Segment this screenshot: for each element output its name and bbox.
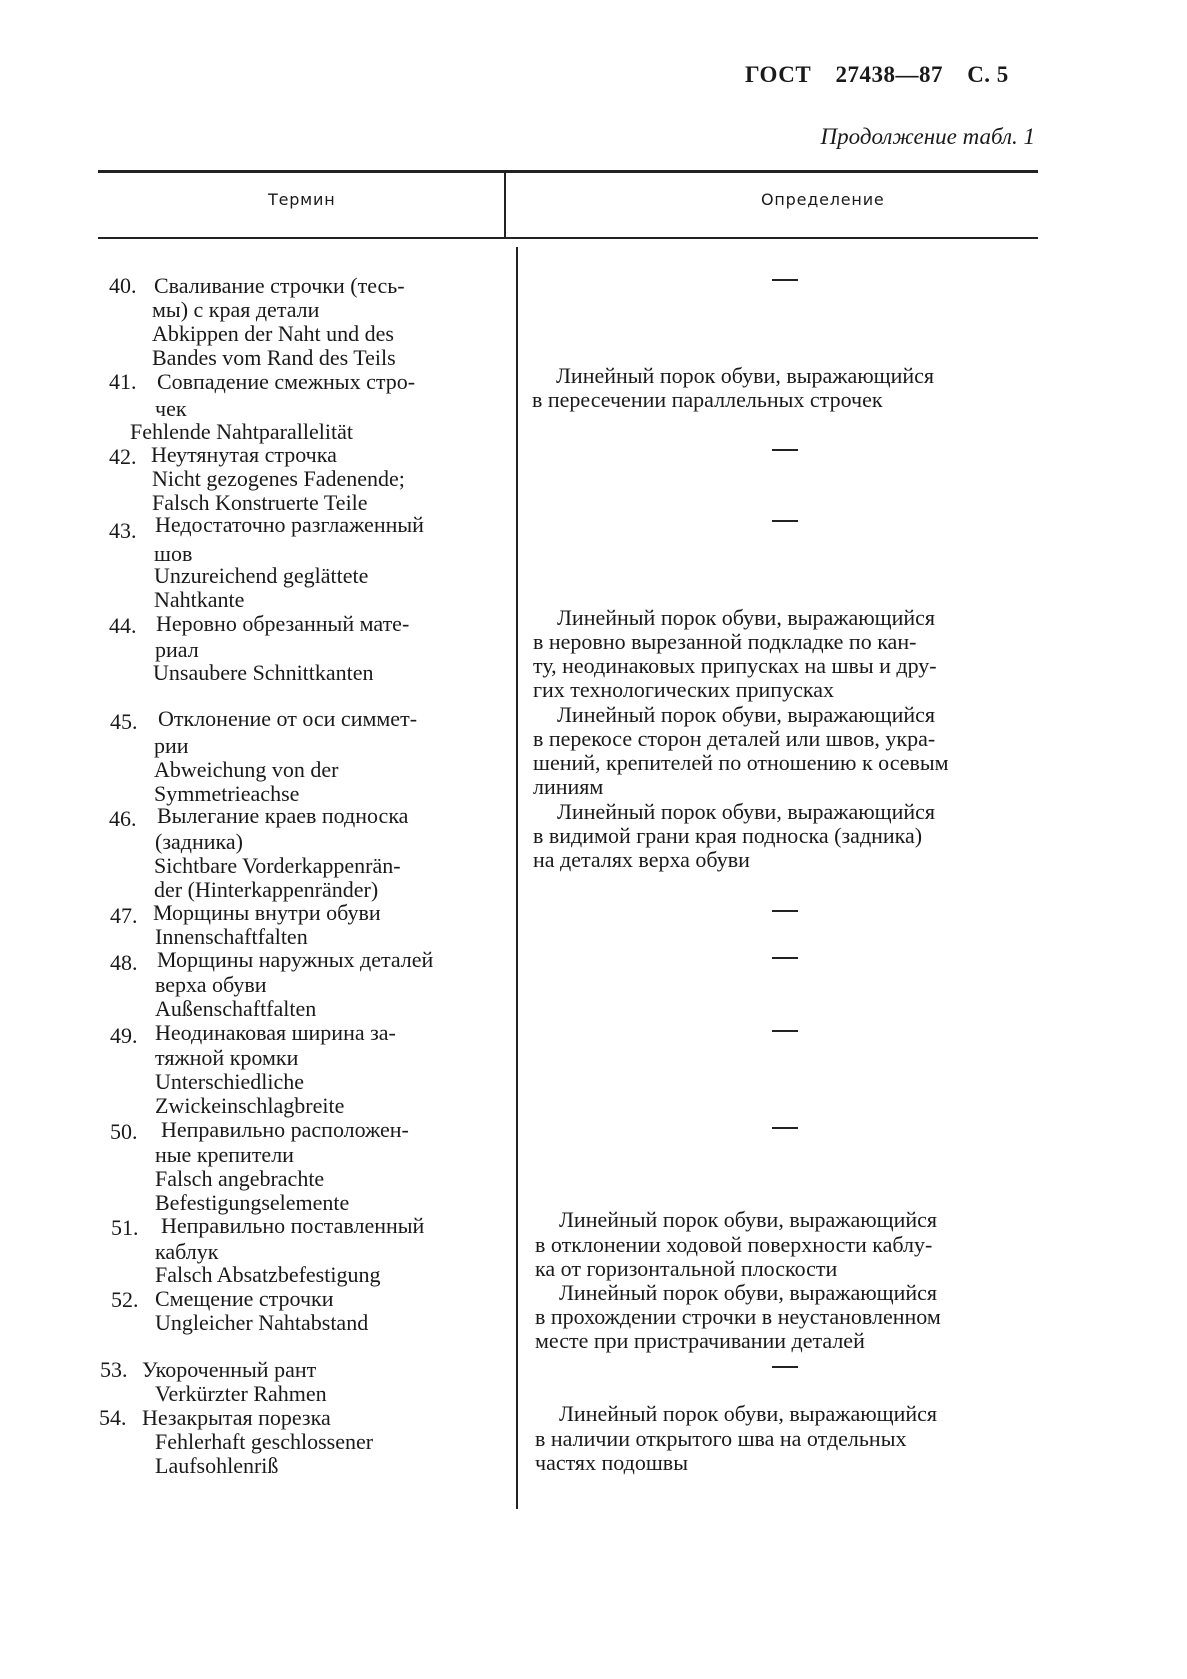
empty-definition-dash	[772, 1127, 798, 1129]
term-number: 54.	[99, 1405, 127, 1430]
term-line: шов	[154, 541, 193, 566]
term-line: риал	[155, 637, 199, 662]
term-line: Unterschiedliche	[155, 1069, 305, 1094]
term-number: 44.	[109, 613, 137, 638]
definition-line: ту, неодинаковых припусках на швы и дру-	[533, 653, 937, 678]
definition-line: Линейный порок обуви, выражающийся	[559, 1401, 938, 1426]
empty-definition-dash	[772, 279, 798, 281]
term-number: 47.	[110, 903, 138, 928]
term-line: Сваливание строчки (тесь-	[154, 273, 405, 298]
term-line: Verkürzter Rahmen	[155, 1381, 327, 1406]
term-number: 50.	[110, 1119, 138, 1144]
term-line: Laufsohlenriß	[155, 1453, 279, 1478]
term-number: 40.	[109, 273, 137, 298]
column-header-definition: Определение	[761, 190, 885, 209]
term-line: (задника)	[155, 829, 243, 854]
term-line: Отклонение от оси симмет-	[158, 706, 418, 731]
table-top-rule	[98, 170, 1038, 173]
term-line: Морщины наружных деталей	[157, 947, 434, 972]
definition-line: гих технологических припусках	[533, 677, 834, 702]
term-line: Fehlende Nahtparallelität	[130, 419, 353, 444]
definition-line: в видимой грани края подноска (задника)	[533, 823, 923, 848]
term-line: Nahtkante	[154, 587, 245, 612]
term-line: Abweichung von der	[154, 757, 339, 782]
term-line: Смещение строчки	[155, 1286, 334, 1311]
definition-line: в неровно вырезанной подкладке по кан-	[533, 629, 917, 654]
definition-line: месте при пристрачивании деталей	[535, 1328, 865, 1353]
term-line: Незакрытая порезка	[142, 1405, 331, 1430]
definition-line: Линейный порок обуви, выражающийся	[557, 702, 936, 727]
empty-definition-dash	[772, 1030, 798, 1032]
term-line: Неправильно поставленный	[161, 1213, 425, 1238]
term-line: Nicht gezogenes Fadenende;	[152, 466, 405, 491]
term-line: мы) с края детали	[152, 297, 320, 322]
standard-label: ГОСТ	[745, 62, 812, 87]
definition-line: Линейный порок обуви, выражающийся	[557, 605, 936, 630]
page-header	[745, 62, 1027, 88]
term-number: 46.	[109, 806, 137, 831]
term-line: Неровно обрезанный мате-	[156, 611, 410, 636]
term-line: Außenschaftfalten	[155, 996, 317, 1021]
term-line: Морщины внутри обуви	[153, 900, 381, 925]
definition-line: на деталях верха обуви	[533, 847, 750, 872]
term-line: Совпадение смежных стро-	[157, 369, 416, 394]
term-number: 53.	[100, 1357, 128, 1382]
definition-line: линиям	[533, 774, 604, 799]
page-number: С. 5	[967, 62, 1009, 87]
term-line: каблук	[155, 1239, 219, 1264]
empty-definition-dash	[772, 520, 798, 522]
term-number: 42.	[109, 444, 137, 469]
definition-line: шений, крепителей по отношению к осевым	[533, 750, 949, 775]
definition-line: Линейный порок обуви, выражающийся	[559, 1207, 938, 1232]
term-number: 45.	[110, 709, 138, 734]
term-line: чек	[155, 396, 187, 421]
term-line: Неутянутая строчка	[151, 442, 337, 467]
term-line: Вылегание краев подноска	[157, 803, 409, 828]
term-line: Befestigungselemente	[155, 1190, 350, 1215]
definition-line: в перекосе сторон деталей или швов, укра-	[533, 726, 936, 751]
term-line: Unsaubere Schnittkanten	[153, 660, 374, 685]
empty-definition-dash	[772, 957, 798, 959]
header-column-divider	[504, 170, 506, 238]
term-line: ные крепители	[155, 1142, 294, 1167]
definition-line: Линейный порок обуви, выражающийся	[559, 1280, 938, 1305]
definition-line: ка от горизонтальной плоскости	[535, 1256, 838, 1281]
empty-definition-dash	[772, 910, 798, 912]
term-line: Innenschaftfalten	[155, 924, 308, 949]
term-line: тяжной кромки	[155, 1045, 299, 1070]
term-line: Symmetrieachse	[154, 781, 300, 806]
term-line: Ungleicher Nahtabstand	[155, 1310, 369, 1335]
definition-line: частях подошвы	[535, 1450, 688, 1475]
term-line: Fehlerhaft geschlossener	[155, 1429, 374, 1454]
definition-line: в прохождении строчки в неустановленном	[535, 1304, 941, 1329]
table-continuation-caption: Продолжение табл. 1	[820, 124, 1035, 149]
table-header-rule	[98, 237, 1038, 239]
term-number: 41.	[109, 369, 137, 394]
term-number: 52.	[111, 1287, 139, 1312]
term-line: Zwickeinschlagbreite	[155, 1093, 345, 1118]
term-line: der (Hinterkappenränder)	[154, 877, 379, 902]
standard-number: 27438—87	[835, 62, 943, 87]
term-line: Неправильно расположен-	[161, 1117, 409, 1142]
term-line: рии	[154, 733, 189, 758]
term-line: Укороченный рант	[142, 1357, 317, 1382]
empty-definition-dash	[772, 449, 798, 451]
term-line: Falsch angebrachte	[155, 1166, 325, 1191]
definition-line: Линейный порок обуви, выражающийся	[556, 363, 935, 388]
term-number: 43.	[109, 518, 137, 543]
term-line: Неодинаковая ширина за-	[155, 1020, 396, 1045]
term-line: Bandes vom Rand des Teils	[152, 345, 396, 370]
term-number: 48.	[110, 950, 138, 975]
definition-line: Линейный порок обуви, выражающийся	[557, 799, 936, 824]
definition-line: в отклонении ходовой поверхности каблу-	[535, 1232, 933, 1257]
term-line: Falsch Konstruerte Teile	[152, 490, 368, 515]
term-line: Недостаточно разглаженный	[155, 512, 424, 537]
term-line: Unzureichend geglättete	[154, 563, 369, 588]
term-line: верха обуви	[155, 972, 267, 997]
column-header-term: Термин	[268, 190, 336, 209]
term-line: Falsch Absatzbefestigung	[155, 1262, 381, 1287]
term-line: Abkippen der Naht und des	[152, 321, 394, 346]
term-number: 49.	[110, 1023, 138, 1048]
definition-line: в наличии открытого шва на отдельных	[535, 1426, 907, 1451]
empty-definition-dash	[772, 1366, 798, 1368]
term-number: 51.	[111, 1215, 139, 1240]
body-column-divider	[516, 247, 518, 1509]
term-line: Sichtbare Vorderkappenrän-	[154, 853, 401, 878]
definition-line: в пересечении параллельных строчек	[532, 387, 883, 412]
